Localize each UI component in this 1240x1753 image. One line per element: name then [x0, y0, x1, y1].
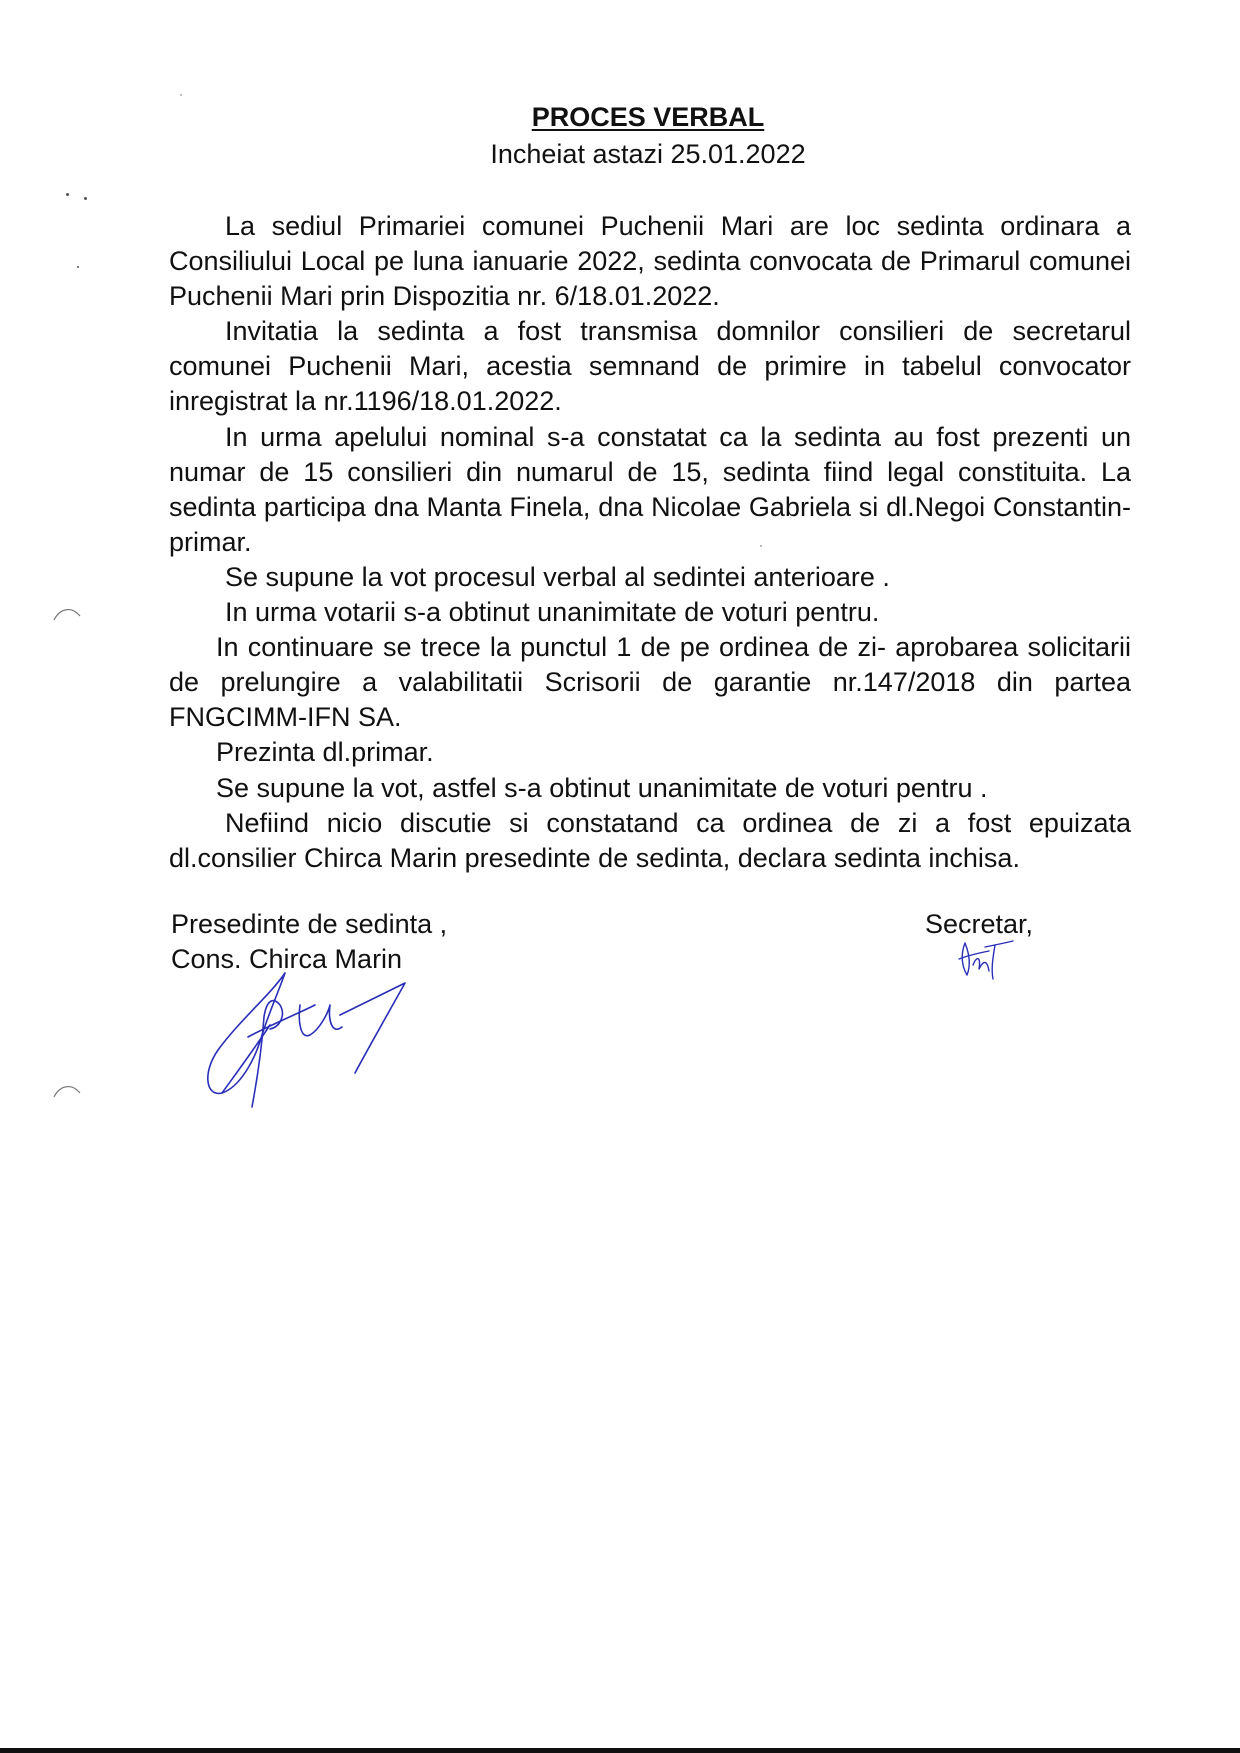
paragraph-vote-result: In urma votarii s-a obtinut unanimitate de voturi pentru.: [225, 597, 880, 628]
paragraph-closing: Nefiind nicio discutie si constatand ca ordinea de zi a fost epuizata dl.consilier Chirca Marin presedinte de sedinta, declara sedinta inchisa.: [169, 807, 1131, 873]
scan-bottom-edge: [0, 1748, 1240, 1753]
secretary-signature: [955, 935, 1015, 985]
paragraph-agenda-item-1: In continuare se trece la punctul 1 de pe ordinea de zi- aprobarea solicitarii de prelungire a valabilitatii Scrisorii de garantie nr.147/2018 din partea FNGCIMM-IFN SA.: [169, 632, 1131, 733]
punch-hole-mark-lower: [52, 1081, 82, 1101]
scan-speck: [66, 193, 69, 196]
scan-speck: [180, 94, 182, 96]
paragraph-presenter: Prezinta dl.primar.: [216, 737, 434, 768]
paragraph-final-vote: Se supune la vot, astfel s-a obtinut unanimitate de voturi pentru .: [216, 772, 988, 803]
secretary-role-label: Secretar,: [925, 909, 1034, 939]
president-signature: [200, 965, 440, 1115]
scan-speck: [77, 266, 79, 268]
president-role-label: Presedinte de sedinta ,: [171, 909, 448, 939]
paragraph-attendance: In urma apelului nominal s-a constatat ca la sedinta au fost prezenti un numar de 15 consilieri din numarul de 15, sedinta fiind legal constituita. La sedinta participa dna Manta Finela, dna Nicolae Gabriela si dl.Negoi Constantin-primar.: [169, 421, 1131, 557]
president-name-label: Cons. Chirca Marin: [171, 944, 403, 974]
paragraph-session-info: La sediul Primariei comunei Puchenii Mari are loc sedinta ordinara a Consiliului Local pe luna ianuarie 2022, sedinta convocata de Primarul comunei Puchenii Mari prin Dispozitia nr. 6/18.01.2022.: [169, 211, 1131, 312]
document-date-line: Incheiat astazi 25.01.2022: [490, 139, 806, 169]
paragraph-invitation: Invitatia la sedinta a fost transmisa domnilor consilieri de secretarul comunei Puchenii Mari, acestia semnand de primire in tabelul convocator inregistrat la nr.1196/18.01.2022.: [169, 316, 1131, 417]
document-title: PROCES VERBAL: [531, 102, 765, 132]
paragraph-vote-minutes: Se supune la vot procesul verbal al sedintei anterioare .: [225, 561, 890, 592]
scan-speck: [760, 545, 762, 547]
document-body: [169, 209, 1131, 876]
scan-speck: [84, 197, 87, 200]
punch-hole-mark-upper: [52, 604, 82, 624]
